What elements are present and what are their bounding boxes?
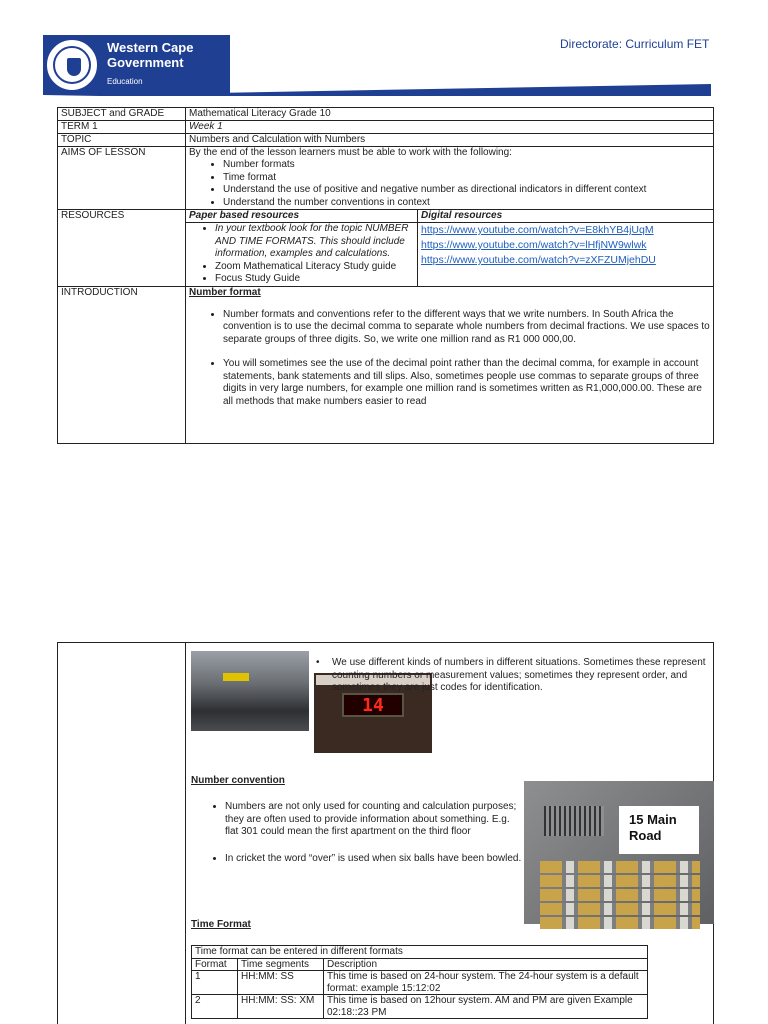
empty-label-cell xyxy=(58,643,186,1024)
aims-intro: By the end of the lesson learners must be able to work with the following: xyxy=(189,147,512,158)
introduction-label: INTRODUCTION xyxy=(58,286,186,443)
list-item: • In cricket the word “over” is used when six balls have been bowled. xyxy=(225,853,525,866)
time-format-table-wrap xyxy=(191,943,648,1019)
intro-list xyxy=(223,309,710,409)
table-cell: This time is based on 24-hour system. The 24-hour system is a default format: example 15:12:02 xyxy=(324,971,648,995)
topic-label: TOPIC xyxy=(58,134,186,147)
lesson-continued-table xyxy=(57,642,714,1024)
table-row xyxy=(192,971,648,995)
time-format-table xyxy=(191,945,648,1019)
list-item: • You will sometimes see the use of the decimal point rather than the decimal comma, for example in account statements, bank statements and till slips. Also, sometimes people use commas to separate groups of three digits in very large numbers, for example one million rand is sometimes written as R1,000,000.00. These are all methods that make numbers easier to read xyxy=(223,358,710,408)
org-subtitle: Education xyxy=(107,77,143,86)
table-row xyxy=(58,134,714,147)
list-item: • Number formats and conventions refer to the different ways that we write numbers. In South Africa the convention is to use the decimal comma to separate whole numbers from decimal fractions. We use spaces to separate groups of three digits. So, we write one million rand as R1 000 000,00. xyxy=(223,309,710,347)
table-row xyxy=(58,108,714,121)
resources-label: RESOURCES xyxy=(58,210,186,287)
government-logo xyxy=(43,35,230,95)
column-header: Description xyxy=(324,958,648,971)
number-format-heading: Number format xyxy=(189,286,261,298)
table-cell: 1 xyxy=(192,971,238,995)
table-cell: This time is based on 12hour system. AM and PM are given Example 02:18::23 PM xyxy=(324,995,648,1019)
time-format-heading: Time Format xyxy=(191,919,251,930)
directorate-title: Directorate: Curriculum FET xyxy=(560,37,710,51)
intercom-panel-photo xyxy=(524,781,714,924)
subject-value: Mathematical Literacy Grade 10 xyxy=(186,108,714,121)
paper-resources-heading: Paper based resources xyxy=(186,210,418,223)
table-cell: HH:MM: SS xyxy=(238,971,324,995)
subject-label: SUBJECT and GRADE xyxy=(58,108,186,121)
list-item: • Focus Study Guide xyxy=(215,273,414,286)
list-item: • Zoom Mathematical Literacy Study guide xyxy=(215,261,414,274)
list-item: • Understand the use of positive and negative number as directional indicators in different context xyxy=(223,184,710,197)
term-value: Week 1 xyxy=(186,121,714,134)
list-item: • We use different kinds of numbers in different situations. Sometimes these represent counting numbers or measurement values; sometimes they represent order, and sometimes they are just codes for identification. xyxy=(316,657,706,693)
table-row xyxy=(58,121,714,134)
introduction-cell xyxy=(186,286,714,443)
table-row xyxy=(58,643,714,1024)
list-item: • Time format xyxy=(223,172,710,185)
table-row xyxy=(192,946,648,959)
lesson-plan-table xyxy=(57,107,714,444)
video-link[interactable]: https://www.youtube.com/watch?v=zXFZUMjehDU xyxy=(421,254,656,266)
list-item: • Understand the number conventions in context xyxy=(223,197,710,210)
table-row xyxy=(58,286,714,443)
address-sign: 15 Main Road xyxy=(619,806,699,854)
digital-resources-cell xyxy=(418,223,714,287)
table-cell: HH:MM: SS: XM xyxy=(238,995,324,1019)
table-row xyxy=(192,958,648,971)
table-row xyxy=(58,147,714,210)
lift-floor-display: 14 xyxy=(342,693,404,717)
list-item: • Number formats xyxy=(223,159,710,172)
paper-resources-cell xyxy=(186,223,418,287)
content-cell xyxy=(186,643,714,1024)
paper-resources-list xyxy=(215,223,414,286)
column-header: Format xyxy=(192,958,238,971)
topic-value: Numbers and Calculation with Numbers xyxy=(186,134,714,147)
time-table-caption: Time format can be entered in different formats xyxy=(192,946,648,959)
org-name: Western Cape Government xyxy=(107,40,194,70)
table-row xyxy=(192,995,648,1019)
aims-cell xyxy=(186,147,714,210)
list-item: • Numbers are not only used for counting and calculation purposes; they are often used to provide information about something. E.g. flat 301 could mean the first apartment on the third floor xyxy=(225,801,525,839)
convention-list xyxy=(225,801,525,865)
term-label: TERM 1 xyxy=(58,121,186,134)
aims-list xyxy=(223,159,710,209)
coat-of-arms-icon xyxy=(45,38,99,92)
digital-resources-heading: Digital resources xyxy=(418,210,714,223)
aims-label: AIMS OF LESSON xyxy=(58,147,186,210)
numbers-list xyxy=(296,657,711,695)
video-link[interactable]: https://www.youtube.com/watch?v=lHfjNW9wlwk xyxy=(421,239,647,251)
car-number-plate-photo xyxy=(191,651,309,731)
video-link[interactable]: https://www.youtube.com/watch?v=E8khYB4jUqM xyxy=(421,224,654,236)
column-header: Time segments xyxy=(238,958,324,971)
table-row xyxy=(58,210,714,223)
number-convention-heading: Number convention xyxy=(191,775,285,786)
list-item: • In your textbook look for the topic NUMBER AND TIME FORMATS. This should include information, examples and calculations. xyxy=(215,223,414,261)
table-cell: 2 xyxy=(192,995,238,1019)
